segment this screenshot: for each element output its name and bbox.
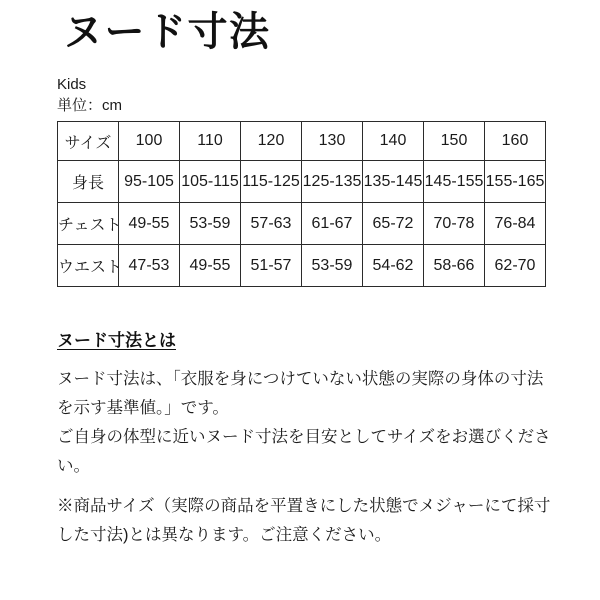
description-sentence-2: ご自身の体型に近いヌード寸法を目安としてサイズをお選びください。 [57,428,551,475]
table-cell: 125-135 [302,161,363,203]
table-cell: 57-63 [241,203,302,245]
description-heading: ヌード寸法とは [57,331,176,350]
table-cell: 61-67 [302,203,363,245]
table-cell: 49-55 [119,203,180,245]
table-cell: 110 [180,122,241,161]
table-cell: 62-70 [485,245,546,287]
description-section [57,326,556,481]
table-cell: 54-62 [363,245,424,287]
row-header-chest: チェスト [58,203,119,245]
table-cell: 115-125 [241,161,302,203]
row-header-size: サイズ [58,122,119,161]
table-cell: 49-55 [180,245,241,287]
table-cell: 150 [424,122,485,161]
table-row [58,122,546,161]
table-row [58,203,546,245]
table-cell: 130 [302,122,363,161]
table-cell: 105-115 [180,161,241,203]
table-cell: 65-72 [363,203,424,245]
table-cell: 160 [485,122,546,161]
category-label: Kids [57,76,87,93]
table-meta [57,74,122,116]
table-cell: 145-155 [424,161,485,203]
table-cell: 120 [241,122,302,161]
table-cell: 100 [119,122,180,161]
table-row [58,245,546,287]
size-table [57,121,546,287]
caution-note: ※商品サイズ（実際の商品を平置きにした状態でメジャーにて採寸した寸法)とは異なります。ご注意ください。 [57,497,551,544]
table-cell: 155-165 [485,161,546,203]
table-cell: 70-78 [424,203,485,245]
table-cell: 58-66 [424,245,485,287]
table-cell: 95-105 [119,161,180,203]
table-cell: 140 [363,122,424,161]
table-cell: 47-53 [119,245,180,287]
description-sentence-1: ヌード寸法は、「衣服を身につけていない状態の実際の身体の寸法を示す基準値。」です。 [57,370,544,417]
table-row [58,161,546,203]
row-header-waist: ウエスト [58,245,119,287]
unit-label: 単位：cm [57,97,122,114]
page-title: ヌード寸法 [63,10,271,54]
table-cell: 51-57 [241,245,302,287]
table-cell: 53-59 [302,245,363,287]
row-header-height: 身長 [58,161,119,203]
table-cell: 53-59 [180,203,241,245]
table-cell: 135-145 [363,161,424,203]
table-cell: 76-84 [485,203,546,245]
